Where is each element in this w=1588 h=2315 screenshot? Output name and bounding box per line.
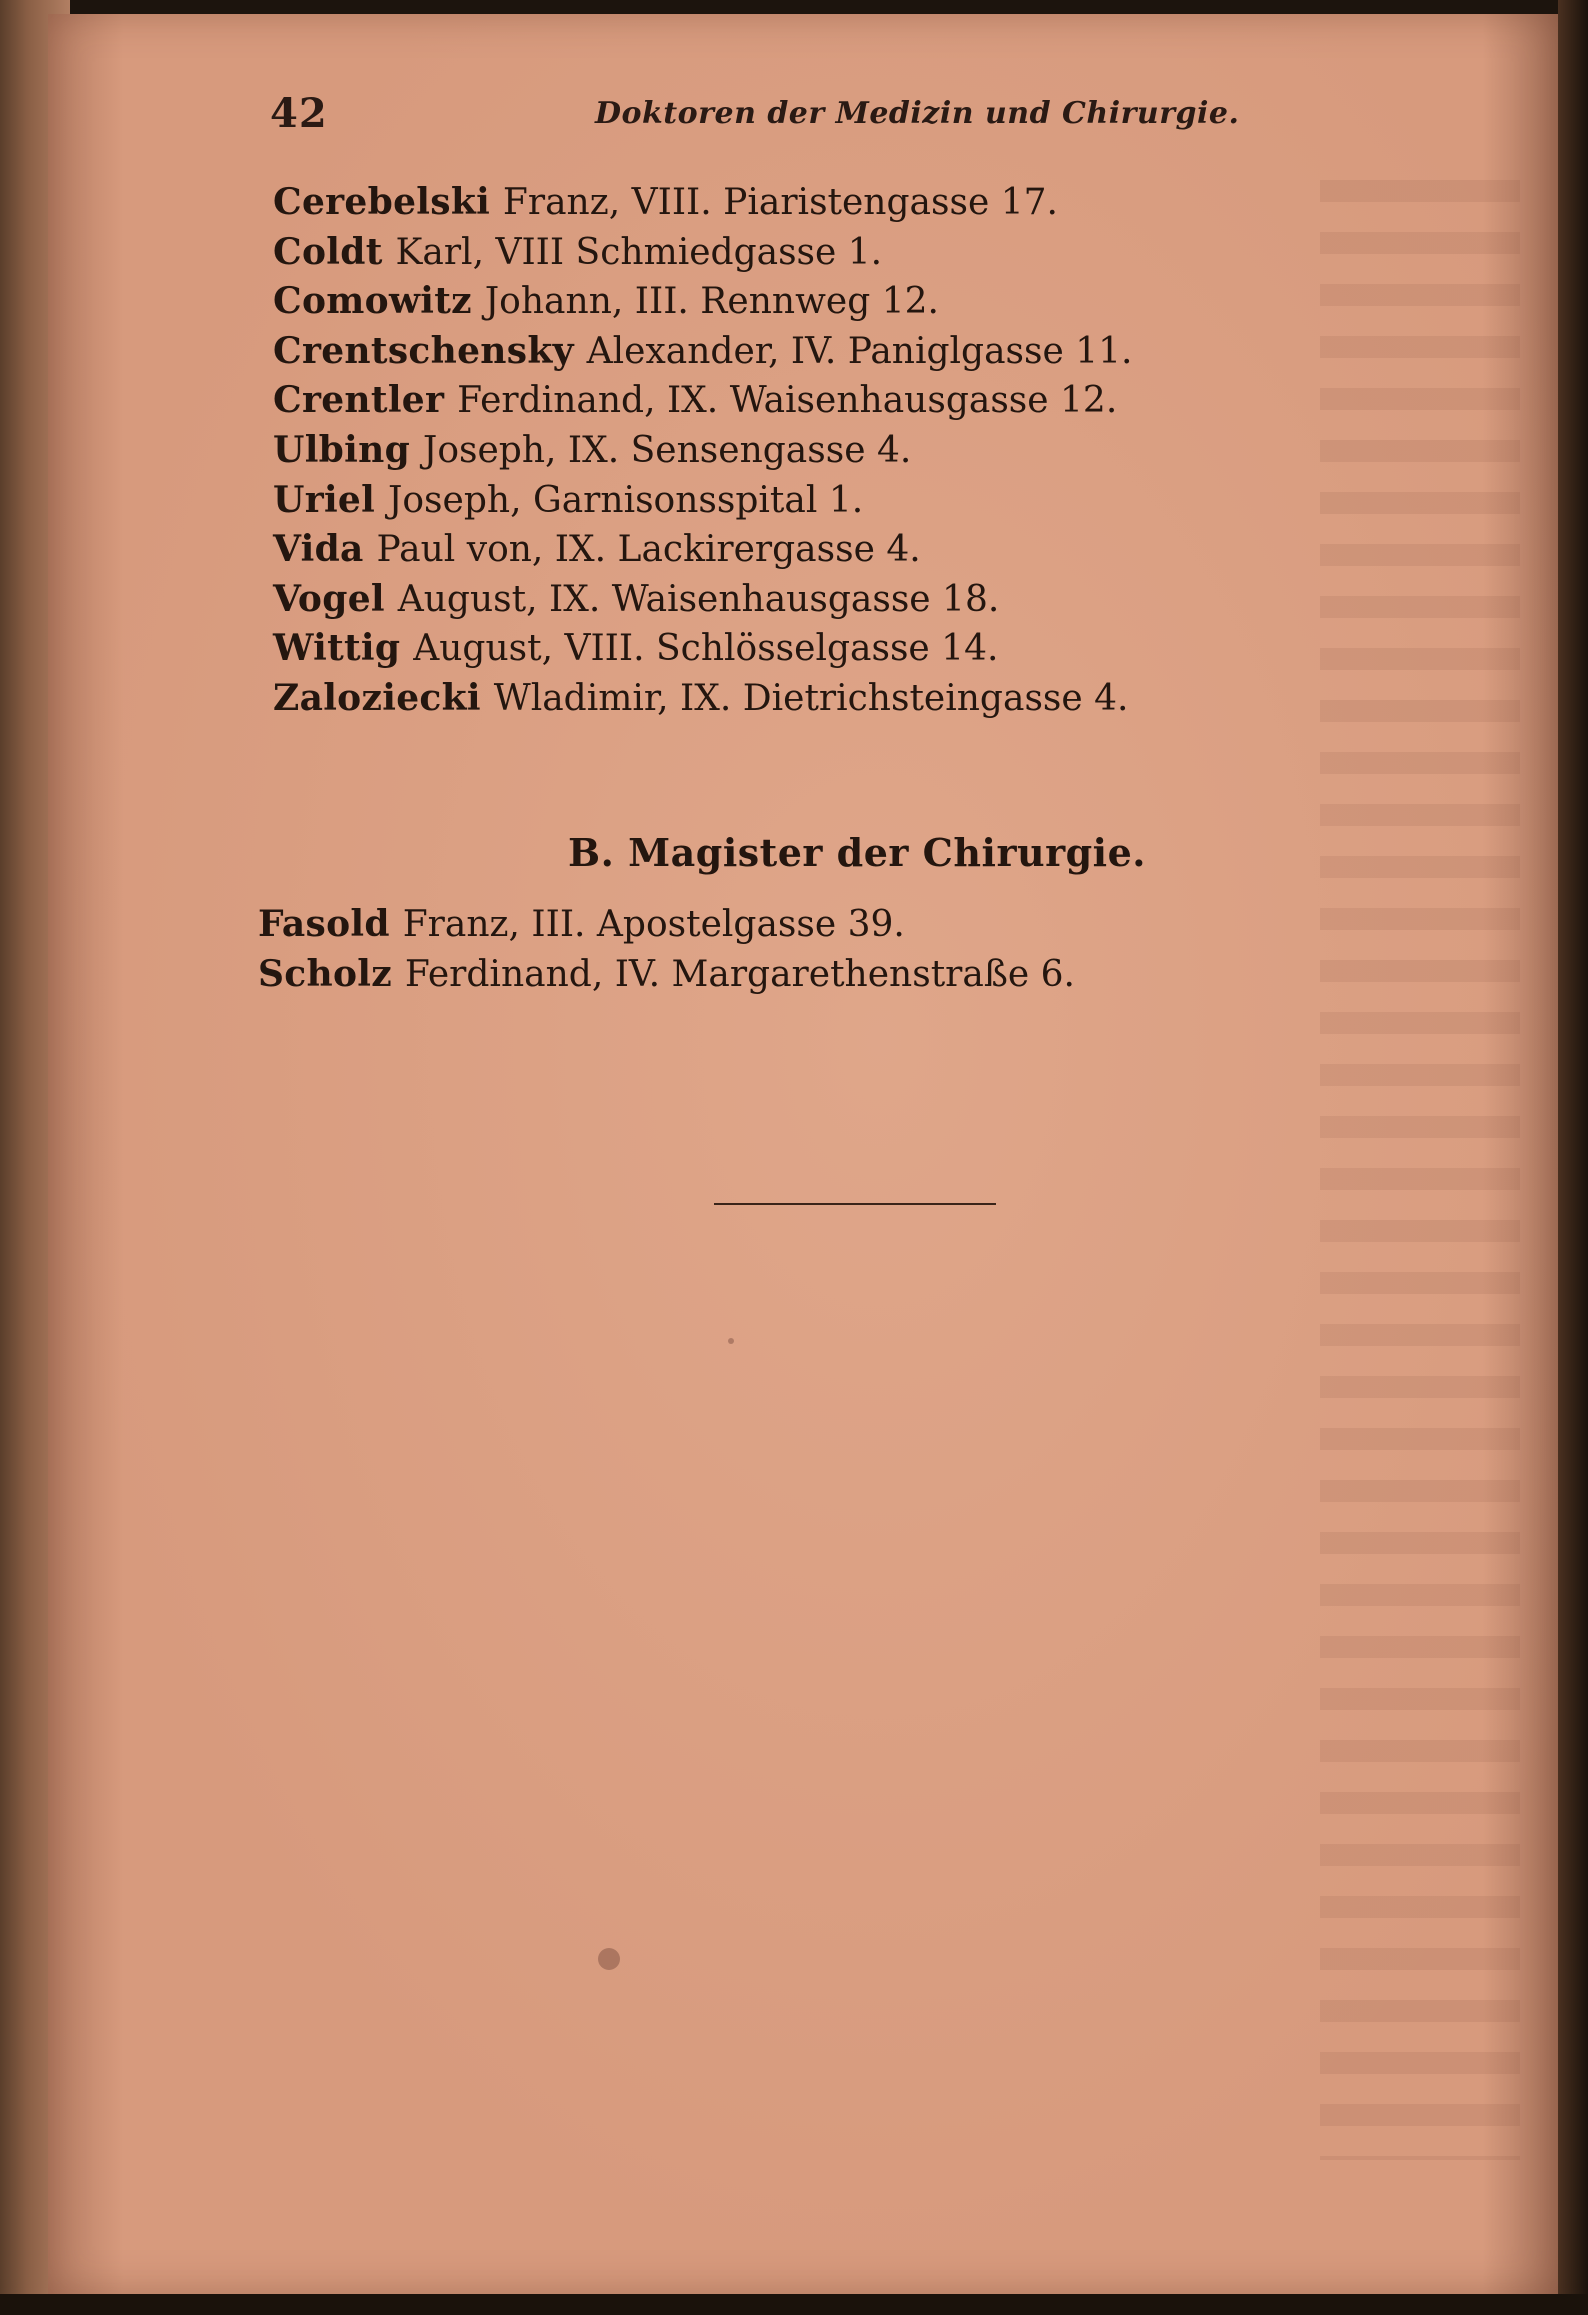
entry-address: Joseph, IX. Sensengasse 4. (422, 429, 912, 471)
entry-name: Wittig (273, 627, 414, 670)
entry-name: Uriel (273, 478, 388, 521)
entry-address: Ferdinand, IX. Waisenhausgasse 12. (457, 380, 1118, 422)
end-rule (714, 1203, 996, 1205)
entry-address: Joseph, Garnisonsspital 1. (387, 479, 864, 521)
ink-spot (598, 1948, 620, 1970)
paper-mark (728, 1338, 734, 1344)
entry-name: Coldt (273, 230, 396, 273)
entry-name: Crentschensky (273, 329, 587, 372)
entry-name: Fasold (258, 903, 403, 945)
entry-name: Vida (273, 528, 377, 571)
section-b-list (258, 900, 1208, 999)
entry-name: Scholz (258, 952, 405, 995)
list-item (273, 277, 1223, 327)
entry-address: Johann, III. Rennweg 12. (484, 281, 939, 323)
entry-name: Comowitz (273, 280, 485, 323)
right-scan-edge (1558, 0, 1588, 2315)
entry-address: Karl, VIII Schmiedgasse 1. (395, 231, 883, 273)
list-item (258, 950, 1208, 1000)
entry-address: Franz, VIII. Piaristengasse 17. (502, 182, 1058, 223)
entry-name: Vogel (273, 577, 398, 620)
list-item (273, 178, 1223, 228)
page-number: 42 (270, 90, 328, 137)
entry-address: Franz, III. Apostelgasse 39. (402, 904, 905, 945)
page-header (270, 86, 1240, 146)
entry-address: August, IX. Waisenhausgasse 18. (397, 578, 1000, 620)
entry-address: Ferdinand, IV. Margarethenstraße 6. (404, 953, 1075, 995)
list-item (273, 624, 1223, 674)
list-item (273, 327, 1223, 377)
running-head: Doktoren der Medizin und Chirurgie. (595, 96, 1240, 131)
entry-address: August, VIII. Schlösselgasse 14. (413, 628, 999, 670)
list-item (258, 900, 1208, 950)
entry-address: Wladimir, IX. Dietrichsteingasse 4. (493, 677, 1129, 719)
list-item (273, 476, 1223, 526)
section-a-list (273, 178, 1223, 724)
list-item (273, 376, 1223, 426)
entry-name: Cerebelski (273, 181, 503, 223)
entry-name: Ulbing (273, 428, 423, 471)
section-b-heading: B. Magister der Chirurgie. (568, 830, 1147, 875)
entry-address: Alexander, IV. Paniglgasse 11. (586, 330, 1133, 372)
list-item (273, 575, 1223, 625)
list-item (273, 228, 1223, 278)
list-item (273, 426, 1223, 476)
entry-name: Zaloziecki (273, 676, 494, 719)
list-item (273, 674, 1223, 724)
entry-address: Paul von, IX. Lackirergasse 4. (376, 529, 921, 571)
bottom-scan-edge (0, 2294, 1588, 2315)
list-item (273, 525, 1223, 575)
entry-name: Crentler (273, 379, 458, 422)
